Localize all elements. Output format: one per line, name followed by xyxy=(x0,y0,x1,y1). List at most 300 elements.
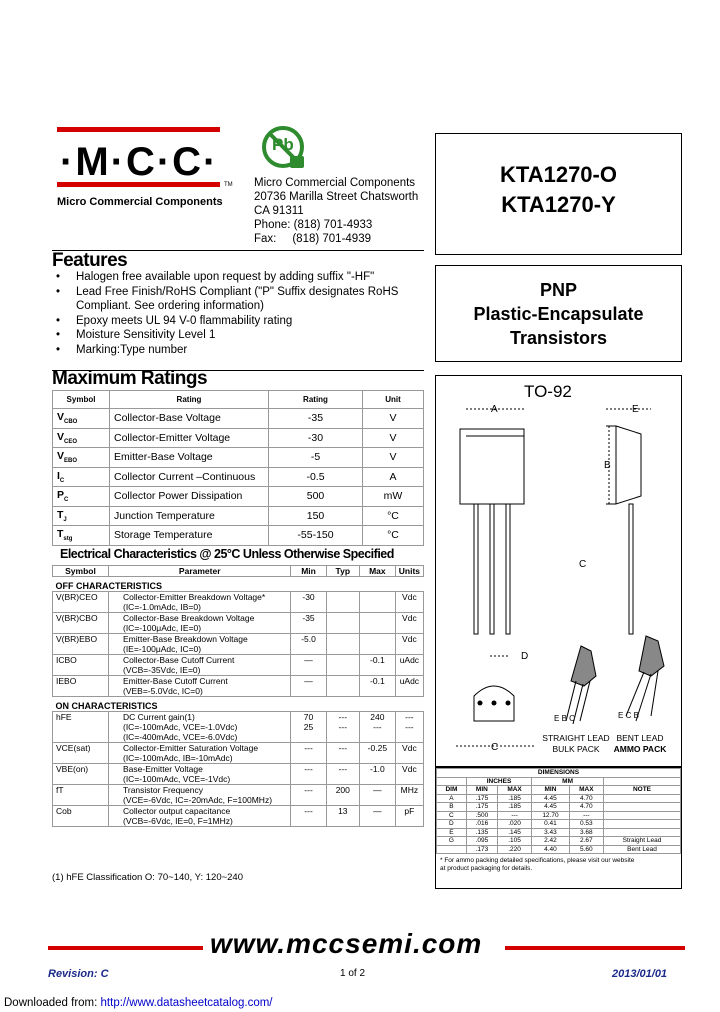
dim-cell: .135 xyxy=(466,828,497,837)
lead xyxy=(490,504,494,634)
rating-row xyxy=(53,448,424,468)
caption-line: BENT LEAD xyxy=(616,733,664,743)
max xyxy=(359,634,395,655)
max xyxy=(359,764,395,785)
revision-date: 2013/01/01 xyxy=(612,968,668,980)
symbol: ICBO xyxy=(53,655,109,676)
package-name: TO-92 xyxy=(524,382,572,401)
rating-row xyxy=(53,428,424,448)
dim-cell: B xyxy=(437,803,467,812)
parameter-row xyxy=(53,764,424,785)
typ xyxy=(326,806,359,827)
dim-cell: .500 xyxy=(466,811,497,820)
dimensions-box xyxy=(435,767,682,889)
pin-label: E xyxy=(554,714,560,723)
param-line: (VEB=-5.0Vdc, IC=0) xyxy=(122,686,203,696)
parameter-row xyxy=(53,592,424,613)
min xyxy=(291,712,326,743)
value-line: --- xyxy=(304,764,313,774)
param-line: DC Current gain(1) xyxy=(122,712,195,722)
rating-row xyxy=(53,526,424,546)
dim-cell: 12.70 xyxy=(532,811,570,820)
dim-cell: 4.70 xyxy=(569,803,603,812)
blank-header xyxy=(437,777,467,786)
col-header: Rating xyxy=(269,391,363,409)
symbol: $T_J$ xyxy=(53,506,110,526)
rating-unit: V xyxy=(363,428,424,448)
col-header: Unit xyxy=(363,391,424,409)
value-line: -30 xyxy=(302,592,315,602)
pb-free-icon xyxy=(260,124,306,170)
symbol: $V_{CEO}$ xyxy=(53,428,110,448)
max xyxy=(359,785,395,806)
device-category: Transistors xyxy=(509,328,608,348)
rating-name: Collector Power Dissipation xyxy=(110,487,269,507)
caption-line: BULK PACK xyxy=(552,744,600,754)
dim-cell xyxy=(603,820,680,829)
unit xyxy=(395,613,423,634)
value-line: --- xyxy=(338,743,348,753)
col-header: NOTE xyxy=(603,786,680,795)
features-list xyxy=(52,270,437,357)
value-line: Vdc xyxy=(402,743,417,753)
dimension-row xyxy=(437,803,681,812)
logo-tm: TM xyxy=(224,182,233,188)
dim-cell: .175 xyxy=(466,794,497,803)
dim-cell xyxy=(603,811,680,820)
rating-name: Emitter-Base Voltage xyxy=(110,448,269,468)
parameter xyxy=(108,712,290,743)
section-row xyxy=(53,697,424,712)
value-line: --- xyxy=(405,722,414,732)
dimensions-note xyxy=(436,854,681,876)
logo-top-bar xyxy=(57,127,220,132)
note-line: * For ammo packing detailed specifications, please visit our website xyxy=(440,857,635,864)
typ xyxy=(326,613,359,634)
value-line: — xyxy=(373,806,382,816)
dim-cell: 0.41 xyxy=(532,820,570,829)
pin-labels-straight xyxy=(554,714,575,723)
parameter-row xyxy=(53,655,424,676)
col-header: Max xyxy=(359,566,395,577)
dim-label-b: B xyxy=(604,460,611,471)
typ xyxy=(326,592,359,613)
value-line: uAdc xyxy=(399,676,420,686)
rating-value: -0.5 xyxy=(269,467,363,487)
caption-line: AMMO PACK xyxy=(613,744,667,754)
section-heading: OFF CHARACTERISTICS xyxy=(53,577,424,592)
dim-cell: G xyxy=(437,837,467,846)
dim-cell: A xyxy=(437,794,467,803)
col-header: DIM xyxy=(437,786,467,795)
rating-row xyxy=(53,409,424,429)
max xyxy=(359,676,395,697)
dim-cell xyxy=(603,794,680,803)
footer-bar-right xyxy=(505,946,685,950)
section-row xyxy=(53,577,424,592)
param-line: Emitter-Base Cutoff Current xyxy=(122,676,228,686)
rating-row xyxy=(53,506,424,526)
value-line: --- xyxy=(304,743,313,753)
symbol: $T_{stg}$ xyxy=(53,526,110,546)
parameter-row xyxy=(53,676,424,697)
col-header: MIN xyxy=(466,786,497,795)
value-line: pF xyxy=(404,806,415,816)
dim-cell: D xyxy=(437,820,467,829)
website-url[interactable]: www.mccsemi.com xyxy=(210,928,483,959)
dim-cell: .185 xyxy=(497,794,531,803)
symbol: $V_{CBO}$ xyxy=(53,409,110,429)
rating-unit: mW xyxy=(363,487,424,507)
dimension-row xyxy=(437,845,681,854)
dim-cell xyxy=(603,828,680,837)
address-fax: Fax: (818) 701-4939 xyxy=(254,233,371,245)
rating-unit: °C xyxy=(363,506,424,526)
param-line: Transistor Frequency xyxy=(122,785,203,795)
param-line: (IC=-100mAdc, IB=-10mAdc) xyxy=(122,753,233,763)
typ xyxy=(326,743,359,764)
download-prefix: Downloaded from: xyxy=(4,997,101,1009)
value-line: --- xyxy=(304,806,313,816)
typ xyxy=(326,655,359,676)
max-ratings-table xyxy=(52,390,424,546)
rating-unit: V xyxy=(363,409,424,429)
dim-cell: .095 xyxy=(466,837,497,846)
param-line: (IC=-100mAdc, VCE=-1Vdc) xyxy=(122,774,231,784)
symbol: V(BR)EBO xyxy=(53,634,109,655)
value-line: 25 xyxy=(303,722,314,732)
value-line: 13 xyxy=(338,806,348,816)
pin-label: C xyxy=(569,714,575,723)
param-line: (IC=-100μAdc, IE=0) xyxy=(122,623,202,633)
parameter-row xyxy=(53,785,424,806)
param-line: (VCE=-6Vdc, IC=-20mAdc, F=100MHz) xyxy=(122,795,273,805)
dim-cell: 3.68 xyxy=(569,828,603,837)
dim-cell: Straight Lead xyxy=(603,837,680,846)
bent-lead-3d-icon xyxy=(639,636,664,676)
dim-cell: 4.45 xyxy=(532,794,570,803)
value-line: Vdc xyxy=(402,613,417,623)
part-number: KTA1270-O xyxy=(500,162,617,187)
param-line: Collector-Base Breakdown Voltage xyxy=(122,613,255,623)
parameter xyxy=(108,592,290,613)
dim-cell: 0.53 xyxy=(569,820,603,829)
dim-cell: --- xyxy=(497,811,531,820)
rating-value: -30 xyxy=(269,428,363,448)
typ xyxy=(326,785,359,806)
typ xyxy=(326,676,359,697)
caption-line: STRAIGHT LEAD xyxy=(542,733,610,743)
dim-cell: 5.60 xyxy=(569,845,603,854)
symbol: $P_C$ xyxy=(53,487,110,507)
value-line: -0.25 xyxy=(367,743,388,753)
rating-value: -55-150 xyxy=(269,526,363,546)
value-line: -35 xyxy=(302,613,315,623)
parameter-row xyxy=(53,634,424,655)
param-line: Base-Emitter Voltage xyxy=(122,764,203,774)
dim-cell: 4.70 xyxy=(569,794,603,803)
typ xyxy=(326,712,359,743)
parameter xyxy=(108,743,290,764)
device-polarity: PNP xyxy=(539,280,577,300)
max xyxy=(359,613,395,634)
rating-unit: V xyxy=(363,448,424,468)
feature-item: • Halogen free available upon request by adding suffix "-HF" xyxy=(52,270,437,285)
value-line: 240 xyxy=(370,712,385,722)
symbol: V(BR)CEO xyxy=(53,592,109,613)
dim-cell: --- xyxy=(569,811,603,820)
dim-cell: .020 xyxy=(497,820,531,829)
value-line: 200 xyxy=(335,785,350,795)
dimensions-title: DIMENSIONS xyxy=(437,769,681,778)
max xyxy=(359,712,395,743)
lead xyxy=(629,504,633,634)
col-header: Typ xyxy=(326,566,359,577)
max xyxy=(359,592,395,613)
value-line: --- xyxy=(373,722,382,732)
dimension-row xyxy=(437,811,681,820)
rating-unit: °C xyxy=(363,526,424,546)
parameter-row xyxy=(53,613,424,634)
dimension-row xyxy=(437,794,681,803)
param-line: (IC=-100mAdc, VCE=-1.0Vdc) xyxy=(122,722,238,732)
value-line: -5.0 xyxy=(301,634,316,644)
symbol: fT xyxy=(53,785,109,806)
pin-label: C xyxy=(625,711,632,720)
unit xyxy=(395,743,423,764)
rating-name: Collector-Emitter Voltage xyxy=(110,428,269,448)
dim-cell: 3.43 xyxy=(532,828,570,837)
lead xyxy=(506,504,510,634)
rating-name: Collector-Base Voltage xyxy=(110,409,269,429)
dim-label-d: D xyxy=(521,651,529,662)
symbol: VBE(on) xyxy=(53,764,109,785)
symbol: Cob xyxy=(53,806,109,827)
value-line: uAdc xyxy=(399,655,420,665)
address-line: Micro Commercial Components xyxy=(254,177,416,189)
value-line: Vdc xyxy=(402,592,417,602)
dim-cell: 2.67 xyxy=(569,837,603,846)
param-line: (VCB=-35Vdc, IE=0) xyxy=(122,665,201,675)
parameter xyxy=(108,655,290,676)
dimension-row xyxy=(437,837,681,846)
dim-cell: .016 xyxy=(466,820,497,829)
value-line: -0.1 xyxy=(370,655,385,665)
rating-value: 150 xyxy=(269,506,363,526)
dim-label-g: C xyxy=(491,742,499,753)
min xyxy=(291,613,326,634)
address-line: CA 91311 xyxy=(254,205,304,217)
col-header: Symbol xyxy=(53,566,109,577)
logo-text: ·M·C·C· xyxy=(60,140,219,184)
dim-cell: 2.42 xyxy=(532,837,570,846)
param-line: Emitter-Base Breakdown Voltage xyxy=(122,634,248,644)
lead xyxy=(474,504,478,634)
feature-item: • Epoxy meets UL 94 V-0 flammability rating xyxy=(52,314,437,329)
rating-name: Collector Current –Continuous xyxy=(110,467,269,487)
rating-value: -5 xyxy=(269,448,363,468)
unit xyxy=(395,806,423,827)
mm-header: MM xyxy=(532,777,604,786)
max xyxy=(359,743,395,764)
value-line: --- xyxy=(405,712,414,722)
rating-row xyxy=(53,487,424,507)
value-line: Vdc xyxy=(402,634,417,644)
value-line: --- xyxy=(338,764,348,774)
parameter xyxy=(108,634,290,655)
value-line: — xyxy=(373,785,382,795)
device-package-type: Plastic-Encapsulate xyxy=(473,304,644,324)
col-header: Rating xyxy=(110,391,269,409)
download-source xyxy=(4,997,273,1009)
address-line: 20736 Marilla Street Chatsworth xyxy=(254,191,419,203)
electrical-table xyxy=(52,565,424,827)
dim-label-e: E xyxy=(632,404,639,415)
parameter-row xyxy=(53,743,424,764)
min xyxy=(291,764,326,785)
value-line: --- xyxy=(338,722,348,732)
footer-bar-left xyxy=(48,946,203,950)
min xyxy=(291,785,326,806)
to92-drawing xyxy=(436,376,681,766)
company-address xyxy=(254,176,418,246)
parameter-row xyxy=(53,806,424,827)
rating-row xyxy=(53,467,424,487)
col-header: MAX xyxy=(497,786,531,795)
value-line: -1.0 xyxy=(370,764,385,774)
rating-value: 500 xyxy=(269,487,363,507)
address-phone: Phone: (818) 701-4933 xyxy=(254,219,373,231)
dim-cell: C xyxy=(437,811,467,820)
col-header: Units xyxy=(395,566,423,577)
param-line: Collector output capacitance xyxy=(122,806,231,816)
col-header: MAX xyxy=(569,786,603,795)
blank-header xyxy=(603,777,680,786)
param-line: Collector-Emitter Breakdown Voltage* xyxy=(122,592,266,602)
electrical-heading: Electrical Characteristics @ 25°C Unless Otherwise Specified xyxy=(60,547,394,561)
param-line: (IC=-1.0mAdc, IB=0) xyxy=(122,602,201,612)
dim-label-c: C xyxy=(579,559,587,570)
inches-header: INCHES xyxy=(466,777,531,786)
min xyxy=(291,806,326,827)
typ xyxy=(326,764,359,785)
front-view-body xyxy=(460,429,524,504)
dim-cell: .185 xyxy=(497,803,531,812)
dim-cell: .145 xyxy=(497,828,531,837)
value-line: — xyxy=(304,676,313,686)
unit xyxy=(395,785,423,806)
param-line: (IE=-100μAdc, IC=0) xyxy=(122,644,202,654)
col-header: MIN xyxy=(532,786,570,795)
revision: Revision: C xyxy=(48,968,109,980)
rating-value: -35 xyxy=(269,409,363,429)
section-heading: ON CHARACTERISTICS xyxy=(53,697,424,712)
value-line: --- xyxy=(338,712,348,722)
parameter xyxy=(108,764,290,785)
min xyxy=(291,743,326,764)
unit xyxy=(395,764,423,785)
page-number: 1 of 2 xyxy=(340,968,366,979)
value-line: 70 xyxy=(303,712,314,722)
param-line: (VCB=-6Vdc, IE=0, F=1MHz) xyxy=(122,816,233,826)
dim-cell xyxy=(603,803,680,812)
rating-name: Junction Temperature xyxy=(110,506,269,526)
max-ratings-heading: Maximum Ratings xyxy=(52,368,208,389)
parameter xyxy=(108,613,290,634)
param-line: Collector-Emitter Saturation Voltage xyxy=(122,743,259,753)
dim-cell: 4.45 xyxy=(532,803,570,812)
max xyxy=(359,655,395,676)
rating-unit: A xyxy=(363,467,424,487)
symbol: V(BR)CBO xyxy=(53,613,109,634)
param-line: (IC=-400mAdc, VCE=-6.0Vdc) xyxy=(122,732,238,742)
value-line: Vdc xyxy=(402,764,417,774)
min xyxy=(291,655,326,676)
note-line: at product packaging for details. xyxy=(440,865,533,872)
symbol: $V_{EBO}$ xyxy=(53,448,110,468)
package-drawing-box xyxy=(435,375,682,767)
unit xyxy=(395,655,423,676)
dim-cell: .105 xyxy=(497,837,531,846)
part-number: KTA1270-Y xyxy=(501,192,616,217)
download-link[interactable]: http://www.datasheetcatalog.com/ xyxy=(100,997,273,1009)
dim-cell: .220 xyxy=(497,845,531,854)
value-line: MHz xyxy=(400,785,419,795)
unit xyxy=(395,676,423,697)
bent-lead-label xyxy=(604,733,676,755)
dimension-row xyxy=(437,820,681,829)
feature-item: • Lead Free Finish/RoHS Compliant ("P" Suffix designates RoHS Compliant. See ordering information) xyxy=(52,285,437,314)
dim-cell: Bent Lead xyxy=(603,845,680,854)
value-line: --- xyxy=(304,785,313,795)
col-header: Min xyxy=(291,566,326,577)
pin-label: E xyxy=(618,711,624,720)
unit xyxy=(395,712,423,743)
dimensions-table xyxy=(436,768,681,854)
unit xyxy=(395,592,423,613)
straight-lead-3d-icon xyxy=(571,646,596,686)
symbol: $I_C$ xyxy=(53,467,110,487)
logo-company: Micro Commercial Components xyxy=(57,196,223,208)
side-view-body xyxy=(616,426,641,504)
features-heading: Features xyxy=(52,250,128,271)
dimension-row xyxy=(437,828,681,837)
rating-name: Storage Temperature xyxy=(110,526,269,546)
dim-cell: .173 xyxy=(466,845,497,854)
part-number-box xyxy=(435,133,682,255)
feature-item: • Moisture Sensitivity Level 1 xyxy=(52,328,437,343)
dim-cell xyxy=(437,845,467,854)
pin-label: B xyxy=(561,714,567,723)
value-line: -0.1 xyxy=(370,676,385,686)
col-header: Parameter xyxy=(108,566,290,577)
parameter xyxy=(108,785,290,806)
typ xyxy=(326,634,359,655)
min xyxy=(291,634,326,655)
symbol: hFE xyxy=(53,712,109,743)
pin-label: B xyxy=(633,711,639,720)
parameter xyxy=(108,676,290,697)
unit xyxy=(395,634,423,655)
parameter xyxy=(108,806,290,827)
symbol: IEBO xyxy=(53,676,109,697)
max xyxy=(359,806,395,827)
device-type-box xyxy=(435,265,682,362)
dim-cell: 4.40 xyxy=(532,845,570,854)
hfe-footnote: (1) hFE Classification O: 70~140, Y: 120~240 xyxy=(52,872,243,883)
symbol: VCE(sat) xyxy=(53,743,109,764)
pin-labels-bent xyxy=(618,711,639,720)
